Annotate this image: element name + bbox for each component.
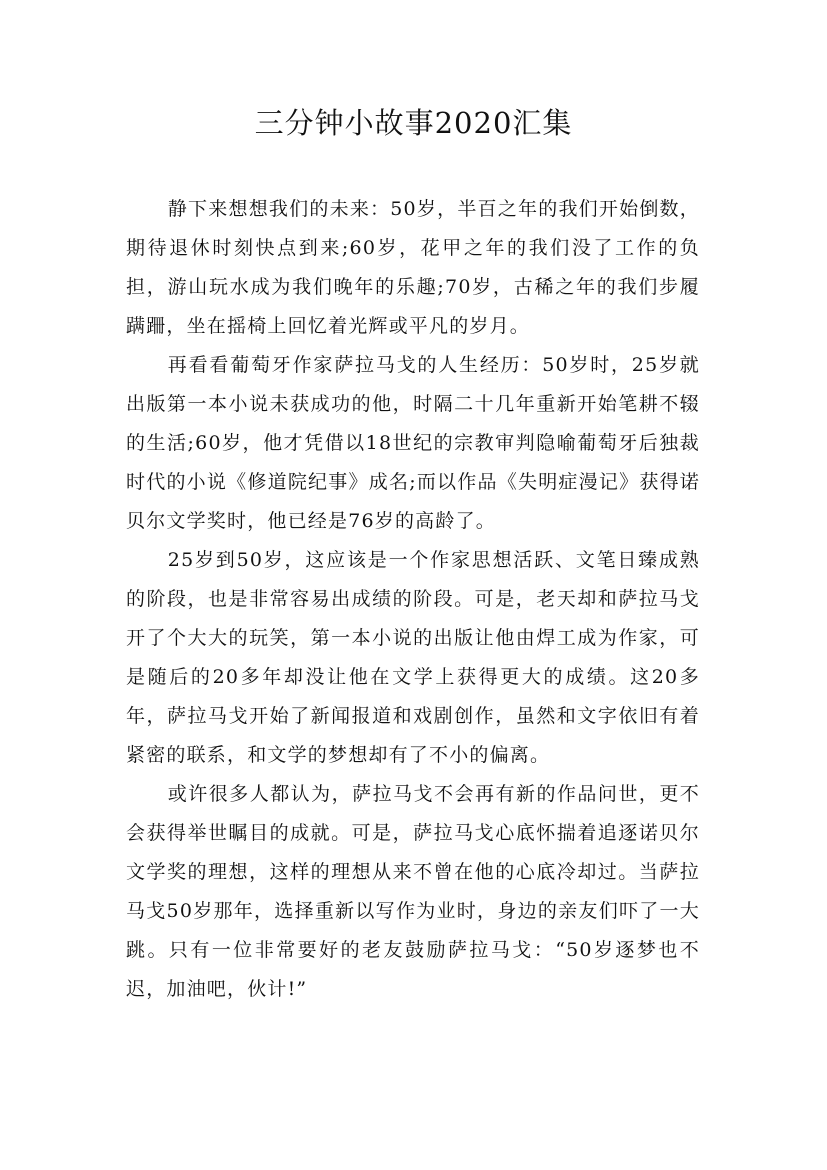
paragraph: 或许很多人都认为，萨拉马戈不会再有新的作品问世，更不会获得举世瞩目的成就。可是，萨拉马戈心底怀揣着追逐诺贝尔文学奖的理想，这样的理想从来不曾在他的心底冷却过。当萨拉马戈50岁那年，选择重新以写作为业时，身边的亲友们吓了一大跳。只有一位非常要好的老友鼓励萨拉马戈：“50岁逐梦也不迟，加油吧，伙计!” [126, 783, 700, 1000]
document-body [126, 190, 700, 1009]
paragraph: 再看看葡萄牙作家萨拉马戈的人生经历：50岁时，25岁就出版第一本小说未获成功的他，时隔二十几年重新开始笔耕不辍的生活;60岁，他才凭借以18世纪的宗教审判隐喻葡萄牙后独裁时代的小说《修道院纪事》成名;而以作品《失明症漫记》获得诺贝尔文学奖时，他已经是76岁的高龄了。 [126, 354, 700, 532]
paragraph: 25岁到50岁，这应该是一个作家思想活跃、文笔日臻成熟的阶段，也是非常容易出成绩的阶段。可是，老天却和萨拉马戈开了个大大的玩笑，第一本小说的出版让他由焊工成为作家，可是随后的20多年却没让他在文学上获得更大的成绩。这20多年，萨拉马戈开始了新闻报道和戏剧创作，虽然和文字依旧有着紧密的联系，和文学的梦想却有了不小的偏离。 [126, 549, 700, 766]
document-title: 三分钟小故事2020汇集 [254, 106, 573, 140]
paragraph: 静下来想想我们的未来：50岁，半百之年的我们开始倒数，期待退休时刻快点到来;60岁，花甲之年的我们没了工作的负担，游山玩水成为我们晚年的乐趣;70岁，古稀之年的我们步履蹒跚，坐在摇椅上回忆着光辉或平凡的岁月。 [126, 198, 700, 337]
